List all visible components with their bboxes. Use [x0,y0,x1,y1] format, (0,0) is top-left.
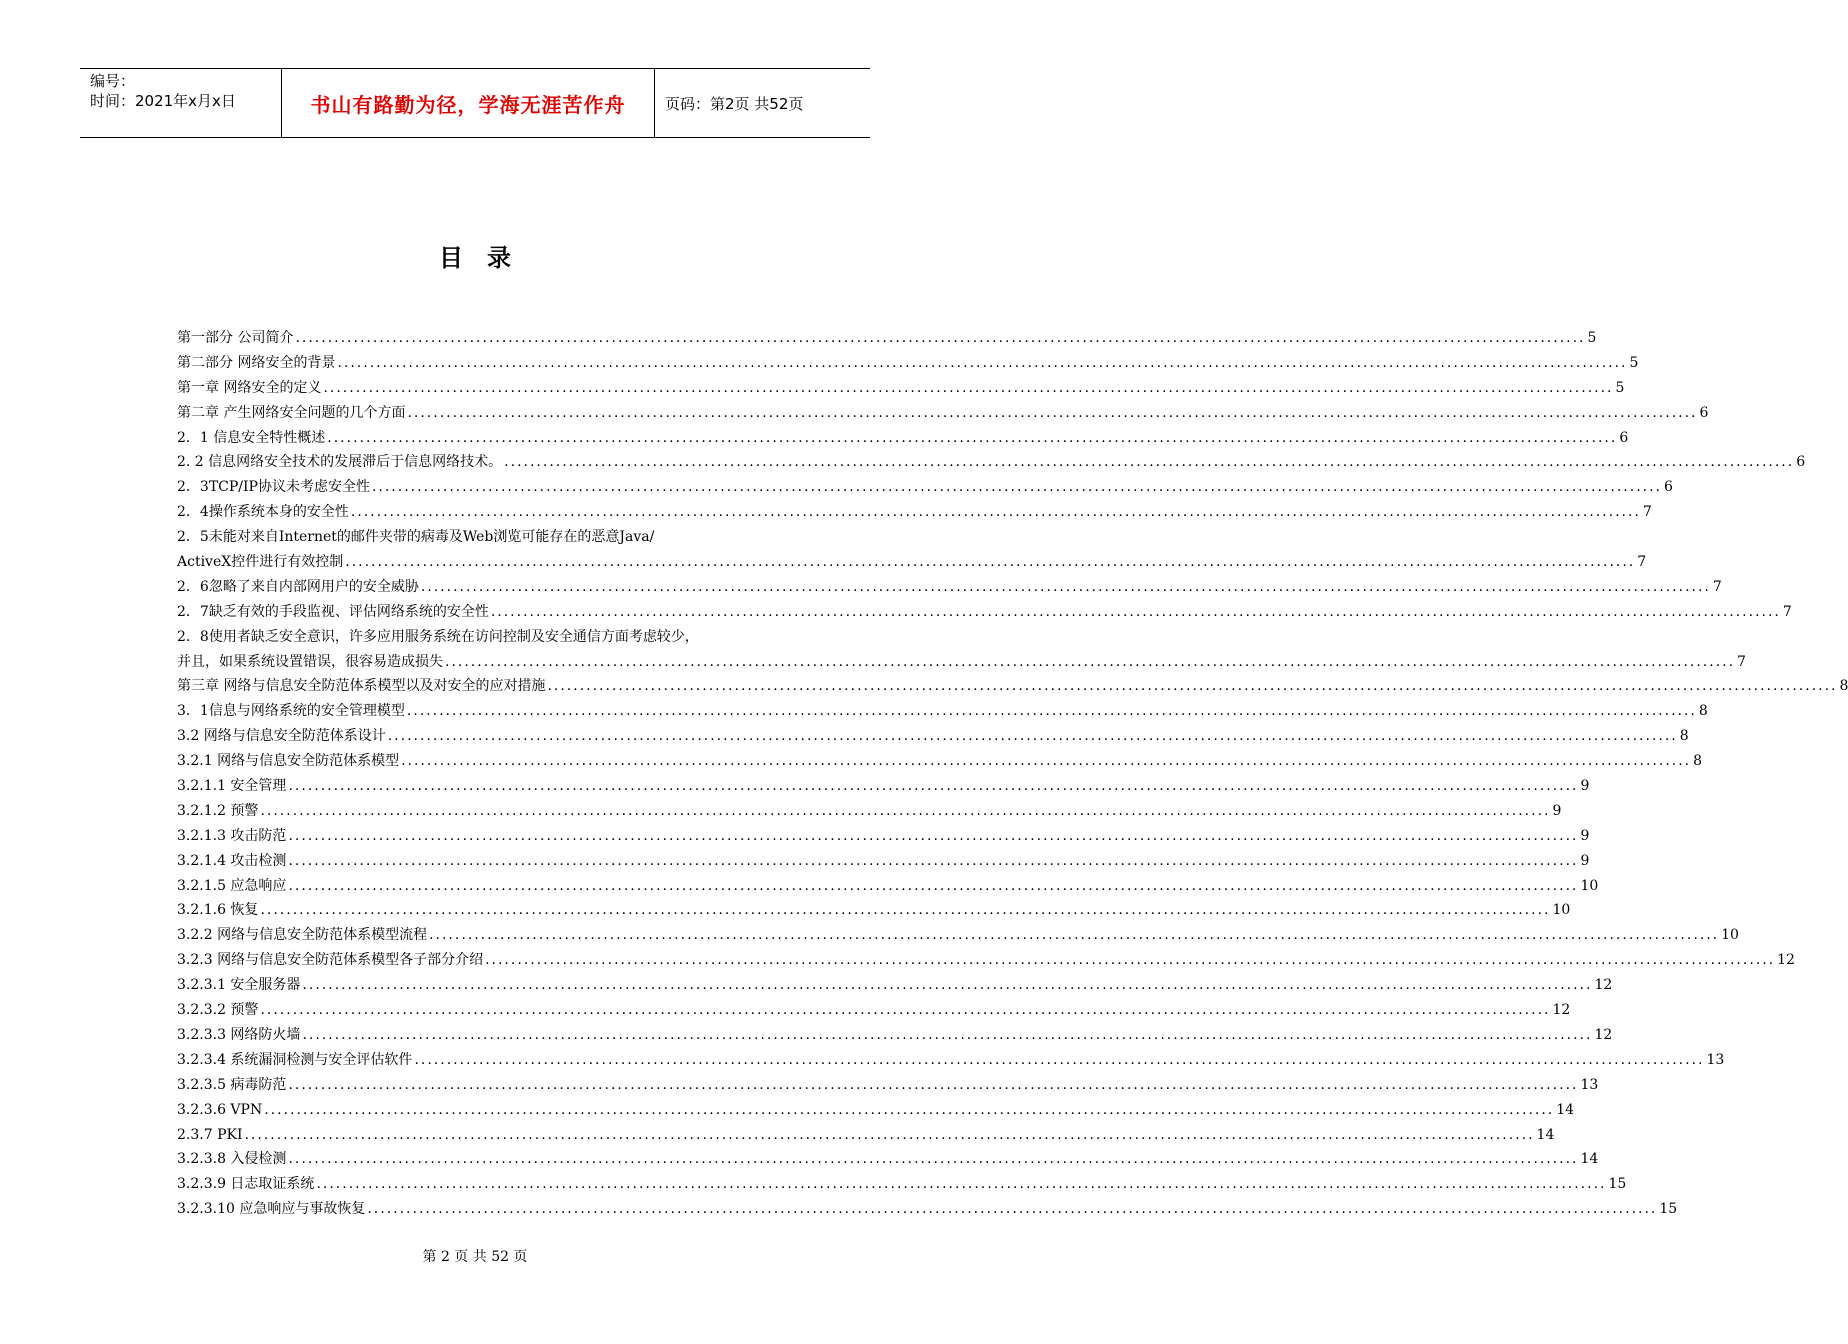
toc-entry-title: 2．1 信息安全特性概述 [177,429,326,446]
toc-page-number: 7 [1737,653,1746,670]
toc-entry-title: 第三章 网络与信息安全防范体系模型以及对安全的应对措施 [177,678,546,695]
toc-entry-title: 3.2.1.5 应急响应 [177,877,287,894]
toc-page-number: 12 [1552,1002,1571,1019]
toc-page-number: 5 [1587,330,1597,346]
toc-entry-title: 2. 2 信息网络安全技术的发展滞后于信息网络技术。 [177,454,503,471]
toc-entry-title: 3.2.1.2 预警 [177,802,259,819]
toc-page-number: 12 [1594,977,1613,994]
toc-entry[interactable] [177,1123,1555,1148]
toc-leader-dots: ........................................................................................................................................................................................................ [345,554,1636,571]
toc-entry[interactable] [177,1048,1725,1073]
toc-page-number: 10 [1721,927,1739,944]
toc-entry[interactable] [177,500,1652,525]
toc-entry[interactable] [177,1147,1599,1172]
toc-leader-dots: ........................................................................................................................................................................................................ [371,479,1662,496]
toc-entry-title: 2．3TCP/IP协议未考虑安全性 [177,479,370,496]
toc-leader-dots: ........................................................................................................................................................................................................ [288,852,1579,869]
toc-entry-continuation[interactable] [177,550,1647,575]
toc-page-number: 6 [1796,454,1806,471]
toc-entry-title: 第一章 网络安全的定义 [177,379,322,396]
toc-entry[interactable] [177,948,1795,973]
toc-leader-dots: ........................................................................................................................................................................................................ [295,330,1586,346]
toc-entry[interactable] [177,450,1806,475]
toc-leader-dots: ........................................................................................................................................................................................................ [302,1026,1593,1043]
toc-leader-dots: ........................................................................................................................................................................................................ [260,902,1551,919]
toc-entry-title: 3.2.1.3 攻击防范 [177,827,287,844]
toc-entry[interactable] [177,1197,1678,1222]
toc-leader-dots: ........................................................................................................................................................................................................ [547,678,1838,695]
header-time-label: 时间：2021年x月x日 [90,92,236,110]
toc-entry[interactable] [177,351,1639,376]
toc-entry[interactable] [177,724,1689,749]
toc-entry-title: 3.2.3.9 日志取证系统 [177,1176,315,1193]
toc-entry[interactable] [177,625,806,650]
toc-entry-title: 3.2.3.3 网络防火墙 [177,1026,301,1043]
toc-entry-title: 3.2.1.6 恢复 [177,902,259,919]
toc-entry-title: 2.3.7 PKI [177,1126,243,1143]
toc-leader-dots: ........................................................................................................................................................................................................ [302,977,1593,994]
toc-entry-title: 3．1信息与网络系统的安全管理模型 [177,703,405,720]
toc-entry[interactable] [177,749,1703,774]
toc-entry[interactable] [177,898,1571,923]
toc-leader-dots: ........................................................................................................................................................................................................ [350,504,1641,521]
toc-entry-title: 第一部分 公司简介 [177,330,294,346]
toc-page-number: 6 [1664,479,1673,496]
toc-entry-title: 3.2.1.1 安全管理 [177,778,287,795]
toc-leader-dots: ........................................................................................................................................................................................................ [288,778,1579,795]
toc-entry[interactable] [177,824,1590,849]
toc-entry[interactable] [177,600,1792,625]
header-left-cell [80,69,282,137]
toc-entry[interactable] [177,674,1848,699]
toc-page-number: 14 [1536,1126,1555,1143]
toc-entry[interactable] [177,401,1709,426]
header-number-label: 编号： [90,72,136,90]
toc-entry-title: 3.2.3.10 应急响应与事故恢复 [177,1201,366,1218]
header-motto: 书山有路勤为径，学海无涯苦作舟 [282,69,655,137]
toc-page-number: 8 [1698,703,1708,720]
toc-leader-dots: ........................................................................................................................................................................................................ [367,1201,1658,1218]
toc-entry-title: 2．7缺乏有效的手段监视、评估网络系统的安全性 [177,603,489,620]
toc-page-number: 7 [1782,603,1792,620]
toc-entry[interactable] [177,774,1590,799]
toc-page-number: 15 [1608,1176,1627,1193]
toc-entry-title: 3.2.1 网络与信息安全防范体系模型 [177,753,400,770]
toc-entry[interactable] [177,874,1599,899]
toc-page-number: 12 [1777,952,1795,969]
toc-page-number: 15 [1659,1201,1678,1218]
toc-entry-title: 并且，如果系统设置错误，很容易造成损失 [177,653,443,670]
toc-page-number: 5 [1615,379,1625,396]
toc-page-number: 6 [1619,429,1629,446]
toc-entry-title: 3.2.3.1 安全服务器 [177,977,301,994]
toc-entry-title: 2．4操作系统本身的安全性 [177,504,349,521]
toc-leader-dots: ........................................................................................................................................................................................................ [387,728,1678,745]
toc-page-number: 9 [1552,802,1562,819]
toc-entry-title: 3.2.3.5 病毒防范 [177,1076,287,1093]
toc-page-number: 8 [1839,678,1848,695]
toc-leader-dots: ........................................................................................................................................................................................................ [288,877,1579,894]
toc-page-number: 9 [1580,778,1590,795]
toc-entry-title: 2．8使用者缺乏安全意识，许多应用服务系统在访问控制及安全通信方面考虑较少， [177,628,699,645]
toc-entry[interactable] [177,973,1613,998]
toc-entry[interactable] [177,376,1625,401]
toc-entry[interactable] [177,998,1571,1023]
toc-entry[interactable] [177,799,1562,824]
toc-leader-dots: ........................................................................................................................................................................................................ [504,454,1795,471]
header-page-label: 页码：第2页 共52页 [665,94,804,113]
toc-page-number: 7 [1712,578,1722,595]
toc-page-number: 9 [1580,827,1590,844]
toc-entry-title: 3.2.2 网络与信息安全防范体系模型流程 [177,927,428,944]
toc-entry[interactable] [177,849,1590,874]
toc-page-number: 13 [1706,1051,1725,1068]
toc-page-number: 8 [1679,728,1689,745]
toc-page-number: 5 [1629,354,1639,371]
toc-entry-title: 3.2.3 网络与信息安全防范体系模型各子部分介绍 [177,952,484,969]
toc-leader-dots: ........................................................................................................................................................................................................ [406,703,1697,720]
toc-leader-dots: ........................................................................................................................................................................................................ [264,1101,1555,1118]
page-header [80,68,870,138]
toc-page-number: 8 [1693,753,1703,770]
toc-page-number: 14 [1580,1151,1599,1168]
toc-page-number: 7 [1642,504,1652,521]
toc-leader-dots: ........................................................................................................................................................................................................ [260,802,1551,819]
toc-entry[interactable] [177,426,1629,451]
toc-page-number: 7 [1637,554,1647,571]
toc-entry-title: 3.2.3.8 入侵检测 [177,1151,287,1168]
toc-entry[interactable] [177,475,1673,500]
toc-entry-title: 3.2.3.6 VPN [177,1101,263,1118]
toc-leader-dots: ........................................................................................................................................................................................................ [327,429,1618,446]
page-title: 目录 [439,243,535,272]
toc-entry-title: 第二章 产生网络安全问题的几个方面 [177,404,406,421]
toc-leader-dots: ........................................................................................................................................................................................................ [337,354,1628,371]
toc-entry-title: 第二部分 网络安全的背景 [177,354,336,371]
toc-leader-dots: ........................................................................................................................................................................................................ [323,379,1614,396]
toc-leader-dots: ........................................................................................................................................................................................................ [288,1076,1579,1093]
toc-page-number: 6 [1699,404,1709,421]
toc-page-number: 10 [1580,877,1599,894]
toc-entry[interactable] [177,923,1739,948]
toc-entry-title: 2．5未能对来自Internet的邮件夹带的病毒及Web浏览可能存在的恶意Java/ [177,529,655,546]
toc-leader-dots: ........................................................................................................................................................................................................ [420,578,1711,595]
page-footer: 第 2 页 共 52 页 [422,1249,528,1265]
toc-entry-title: 3.2.1.4 攻击检测 [177,852,287,869]
toc-entry[interactable] [177,1073,1599,1098]
toc-leader-dots: ........................................................................................................................................................................................................ [407,404,1698,421]
toc-leader-dots: ........................................................................................................................................................................................................ [445,653,1736,670]
toc-entry[interactable] [177,525,806,550]
toc-entry-title: 3.2.3.4 系统漏洞检测与安全评估软件 [177,1051,413,1068]
toc-leader-dots: ........................................................................................................................................................................................................ [414,1051,1705,1068]
toc-entry[interactable] [177,699,1708,724]
toc-entry-title: ActiveX控件进行有效控制 [177,554,344,571]
toc-entry[interactable] [177,575,1722,600]
toc-page-number: 10 [1552,902,1571,919]
toc-entry[interactable] [177,1172,1627,1197]
toc-leader-dots: ........................................................................................................................................................................................................ [429,927,1720,944]
toc-leader-dots: ........................................................................................................................................................................................................ [401,753,1692,770]
toc-entry-title: 2．6忽略了来自内部网用户的安全威胁 [177,578,419,595]
toc-entry[interactable] [177,326,1597,351]
toc-leader-dots: ........................................................................................................................................................................................................ [244,1126,1535,1143]
toc-leader-dots: ........................................................................................................................................................................................................ [316,1176,1607,1193]
toc-page-number: 14 [1556,1101,1575,1118]
table-of-contents [177,326,1848,1222]
toc-leader-dots: ........................................................................................................................................................................................................ [260,1002,1551,1019]
toc-entry-title: 3.2 网络与信息安全防范体系设计 [177,728,386,745]
toc-page-number: 9 [1580,852,1590,869]
toc-leader-dots: ........................................................................................................................................................................................................ [288,827,1579,844]
toc-leader-dots: ........................................................................................................................................................................................................ [485,952,1776,969]
toc-entry-continuation[interactable] [177,650,1746,675]
toc-entry[interactable] [177,1098,1575,1123]
toc-page-number: 13 [1580,1076,1599,1093]
toc-entry-title: 3.2.3.2 预警 [177,1002,259,1019]
toc-page-number: 12 [1594,1026,1613,1043]
toc-entry[interactable] [177,1023,1613,1048]
toc-leader-dots: ........................................................................................................................................................................................................ [490,603,1781,620]
toc-leader-dots: ........................................................................................................................................................................................................ [288,1151,1579,1168]
